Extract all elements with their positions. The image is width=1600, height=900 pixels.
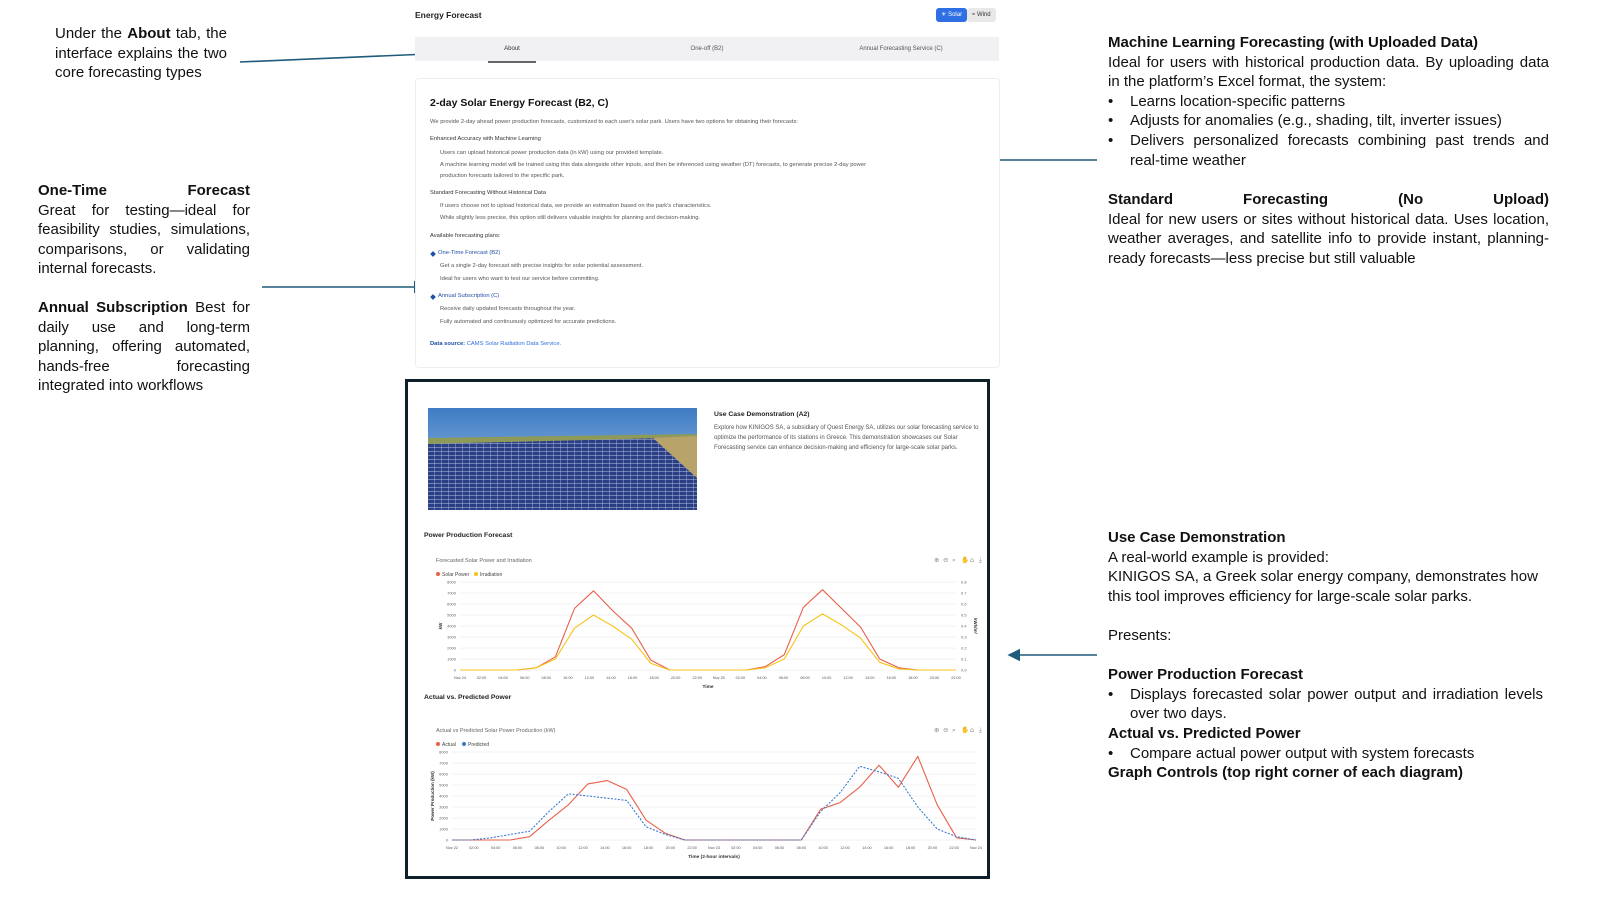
data-source-label xyxy=(430,341,561,347)
tab-annual[interactable]: Annual Forecasting Service (C) xyxy=(859,46,943,52)
y-tick-label: 4000 xyxy=(439,793,448,799)
ppf-heading: Power Production Forecast xyxy=(424,532,513,539)
x-tick-label: 22:00 xyxy=(951,676,961,680)
legend-marker xyxy=(462,742,466,746)
x-tick-label: Nov 22 xyxy=(445,846,459,850)
list-item: • Learns location-specific patterns xyxy=(1130,92,1549,112)
tab-bar xyxy=(415,37,999,61)
x-tick-label: 20:00 xyxy=(670,676,681,680)
y-tick-label: 1000 xyxy=(447,656,456,662)
ml-heading: Enhanced Accuracy with Machine Learning xyxy=(430,136,541,142)
y-tick-label: 2000 xyxy=(447,645,456,651)
data-source-label-text: Data source: xyxy=(430,341,466,347)
y-tick-label-right: 0.3 xyxy=(961,634,967,640)
list-item: • Compare actual power output with system forecasts xyxy=(1130,744,1543,764)
y-tick-label: 0 xyxy=(445,837,448,843)
x-tick-label: 02:00 xyxy=(469,846,479,850)
x-tick-label: 04:00 xyxy=(757,676,767,680)
x-tick-label: 16:00 xyxy=(621,846,632,850)
plan-line: Get a single 2-day forecast with precise insights for solar potential assessment. xyxy=(440,263,643,269)
y-tick-label: 1000 xyxy=(439,826,448,832)
x-axis-label: Time xyxy=(702,685,714,690)
magnifier-icon[interactable]: ⌕ xyxy=(952,556,956,564)
tab-about[interactable]: About xyxy=(488,37,536,63)
x-tick-label: Nov 25 xyxy=(712,676,725,680)
x-tick-label: 04:00 xyxy=(490,846,501,850)
chart-title: Forecasted Solar Power and Irradiation xyxy=(436,558,532,564)
y-tick-label: 5000 xyxy=(447,612,456,618)
series-line-irradiation xyxy=(460,614,956,670)
zoom-out-icon[interactable]: ⊖ xyxy=(943,556,949,564)
home-icon[interactable]: ⌂ xyxy=(970,556,975,564)
home-icon[interactable]: ⌂ xyxy=(970,726,975,734)
annotation-ml-title: Machine Learning Forecasting (with Uploaded Data) xyxy=(1108,34,1479,51)
legend-marker xyxy=(436,572,440,576)
annotation-use-case-line1: A real-world example is provided: xyxy=(1108,548,1329,566)
annotation-use-case-line2: KINIGOS SA, a Greek solar energy company, demonstrates how this tool improves efficiency for large-scale solar parks. xyxy=(1108,568,1538,605)
wind-icon: ≈ xyxy=(972,12,976,18)
x-tick-label: 14:00 xyxy=(862,846,872,850)
x-tick-label: 16:00 xyxy=(627,676,638,680)
annotation-text: tab, the interface explains the two core forecasting types xyxy=(55,25,227,82)
x-tick-label: 12:00 xyxy=(584,676,595,680)
ml-line: Users can upload historical power production data (in kW) using our provided template. xyxy=(440,150,664,156)
annotation-graph-controls: Graph Controls (top right corner of each diagram) xyxy=(1108,764,1464,782)
x-tick-label: 12:00 xyxy=(840,846,850,850)
legend-marker xyxy=(436,742,440,746)
x-tick-label: 18:00 xyxy=(905,846,916,850)
x-tick-label: 22:00 xyxy=(692,676,702,680)
data-source-link[interactable]: CAMS Solar Radiation Data Service. xyxy=(466,341,562,347)
x-tick-label: 06:00 xyxy=(519,676,530,680)
x-tick-label: 20:00 xyxy=(665,846,676,850)
annotation-annual-body: Best for daily use and long-term planning, offering automated, hands-free forecasting integrated into workflows xyxy=(38,299,250,395)
pan-icon[interactable]: ✋ xyxy=(961,726,970,734)
ml-line: production forecasts tailored to the specific park. xyxy=(440,173,565,179)
x-tick-label: 14:00 xyxy=(606,676,616,680)
use-case-title: Use Case Demonstration (A2) xyxy=(714,411,810,418)
x-tick-label: 04:00 xyxy=(752,846,763,850)
plan-line: Receive daily updated forecasts throughout the year. xyxy=(440,306,576,312)
legend-label: Irradiation xyxy=(480,572,503,578)
y-tick-label: 4000 xyxy=(447,623,456,629)
magnifier-icon[interactable]: ⌕ xyxy=(952,726,956,734)
annotation-presents: Presents: xyxy=(1108,626,1172,644)
x-tick-label: 08:00 xyxy=(800,676,810,680)
legend-label: Predicted xyxy=(468,742,490,748)
use-case-line: optimize the performance of its stations in Greece. This demonstration showcases our Solar xyxy=(714,435,958,441)
x-tick-label: 16:00 xyxy=(883,846,894,850)
wind-toggle-button[interactable] xyxy=(967,8,996,22)
y-tick-label: 3000 xyxy=(447,634,456,640)
annotation-bold: About xyxy=(127,25,171,42)
x-tick-label: 16:00 xyxy=(886,676,897,680)
y-tick-label-right: 0.5 xyxy=(961,612,967,618)
annotation-use-case-title: Use Case Demonstration xyxy=(1108,529,1286,546)
y-axis-label: Power Production (kW) xyxy=(430,771,435,821)
annotation-one-time-body: Great for testing—ideal for feasibility studies, simulations, comparisons, or validating internal forecasts. xyxy=(38,201,250,278)
x-tick-label: 08:00 xyxy=(796,846,807,850)
std-line: While slightly less precise, this option still delivers valuable insights for planning and decision-making. xyxy=(440,215,701,221)
plans-heading: Available forecasting plans: xyxy=(430,233,501,239)
app-title: Energy Forecast xyxy=(415,10,482,20)
plan-one-time: One-Time Forecast (B2) xyxy=(438,250,501,256)
annotation-ml-body: Ideal for users with historical production data. By uploading data in the platform’s Excel format, the system: xyxy=(1108,53,1549,91)
wind-toggle-label: Wind xyxy=(976,12,991,18)
x-tick-label: Nov 24 xyxy=(453,676,467,680)
x-tick-label: 22:00 xyxy=(949,846,959,850)
plan-annual: Annual Subscription (C) xyxy=(438,293,500,299)
y-tick-label-right: 0.0 xyxy=(961,667,967,673)
y-tick-label: 8000 xyxy=(439,749,448,755)
solar-park-photo xyxy=(428,408,697,510)
x-tick-label: 06:00 xyxy=(512,846,523,850)
avp-heading: Actual vs. Predicted Power xyxy=(424,694,512,701)
x-tick-label: 10:00 xyxy=(563,676,573,680)
x-tick-label: 04:00 xyxy=(498,676,508,680)
x-tick-label: 18:00 xyxy=(908,676,918,680)
y-tick-label: 0 xyxy=(453,667,456,673)
series-line-actual xyxy=(452,756,976,840)
x-tick-label: 06:00 xyxy=(778,676,789,680)
y-tick-label-right: 0.1 xyxy=(961,656,967,662)
legend-label: Solar Power xyxy=(442,572,470,578)
demo-panel xyxy=(405,379,990,879)
x-tick-label: 02:00 xyxy=(735,676,746,680)
app-window xyxy=(415,0,1000,372)
y-tick-label: 3000 xyxy=(439,804,448,810)
x-tick-label: 12:00 xyxy=(843,676,853,680)
card-title: 2-day Solar Energy Forecast (B2, C) xyxy=(430,97,609,109)
annotation-avp-title: Actual vs. Predicted Power xyxy=(1108,724,1301,742)
download-icon[interactable]: ⤓ xyxy=(979,726,982,734)
x-tick-label: 08:00 xyxy=(541,676,552,680)
plan-line: Ideal for users who want to test our service before committing. xyxy=(440,276,600,282)
use-case-line: Explore how KINIGOS SA, a subsidiary of Quest Energy SA, utilizes our solar forecasting service to xyxy=(714,425,979,431)
annotation-ppf-title: Power Production Forecast xyxy=(1108,666,1304,684)
y-tick-label: 2000 xyxy=(439,815,448,821)
x-tick-label: 06:00 xyxy=(774,846,785,850)
y-tick-label: 5000 xyxy=(439,782,448,788)
x-tick-label: 02:00 xyxy=(476,676,487,680)
x-tick-label: 12:00 xyxy=(578,846,588,850)
zoom-out-icon[interactable]: ⊖ xyxy=(943,726,949,734)
x-tick-label: 10:00 xyxy=(556,846,566,850)
annotation-one-time-title: One-Time Forecast xyxy=(38,182,250,199)
std-heading: Standard Forecasting Without Historical Data xyxy=(430,190,546,196)
x-tick-label: 14:00 xyxy=(864,676,875,680)
solar-toggle-button[interactable] xyxy=(936,8,967,22)
list-item: • Displays forecasted solar power output and irradiation levels over two days. xyxy=(1130,685,1543,724)
y-axis-label: kW xyxy=(438,622,443,630)
list-item: • Delivers personalized forecasts combining past trends and real-time weather xyxy=(1130,131,1549,170)
x-tick-label: 20:00 xyxy=(929,676,940,680)
actual-vs-predicted-chart xyxy=(430,720,986,860)
y-tick-label: 7000 xyxy=(447,590,456,596)
pan-icon[interactable]: ✋ xyxy=(961,556,970,564)
x-tick-label: 10:00 xyxy=(818,846,828,850)
tab-one-off[interactable]: One-off (B2) xyxy=(690,46,724,52)
annotation-standard-title: Standard Forecasting (No Upload) xyxy=(1108,191,1549,208)
diamond-icon xyxy=(430,294,436,300)
legend-label: Actual xyxy=(442,742,456,748)
sun-icon: ☀ xyxy=(941,12,947,18)
x-tick-label: 10:00 xyxy=(821,676,832,680)
solar-toggle-label: Solar xyxy=(948,12,963,18)
use-case-line: Forecasting service can enhance decision-making and efficiency for large-scale solar parks. xyxy=(714,445,958,451)
chart-title: Actual vs Predicted Solar Power Production (kW) xyxy=(436,728,556,734)
x-tick-label: 22:00 xyxy=(687,846,697,850)
legend-marker xyxy=(474,572,478,576)
y-tick-label-right: 0.6 xyxy=(961,601,967,607)
x-tick-label: Nov 24 xyxy=(969,846,983,850)
x-tick-label: 08:00 xyxy=(534,846,545,850)
zoom-in-icon[interactable]: ⊕ xyxy=(934,556,940,564)
x-tick-label: 20:00 xyxy=(927,846,938,850)
x-tick-label: 18:00 xyxy=(649,676,659,680)
x-tick-label: 18:00 xyxy=(643,846,654,850)
plan-line: Fully automated and continuously optimized for accurate predictions. xyxy=(440,319,617,325)
x-tick-label: 02:00 xyxy=(731,846,741,850)
list-item: • Adjusts for anomalies (e.g., shading, tilt, inverter issues) xyxy=(1130,111,1549,131)
y-tick-label-right: 0.7 xyxy=(961,590,967,596)
about-card xyxy=(415,78,1000,368)
y-axis-label-right: kWh/m² xyxy=(973,617,978,635)
y-tick-label-right: 0.8 xyxy=(961,579,967,585)
y-tick-label-right: 0.2 xyxy=(961,645,967,651)
y-tick-label-right: 0.4 xyxy=(961,623,967,629)
std-line: If users choose not to upload historical data, we provide an estimation based on the park's characteristics. xyxy=(440,203,712,209)
y-tick-label: 6000 xyxy=(439,771,448,777)
ml-line: A machine learning model will be trained using this data alongside other inputs, and then be inferenced using weather (DT) forecasts, to generate precise 2-day power xyxy=(440,162,866,168)
card-intro: We provide 2-day ahead power production forecasts, customized to each user's solar park. Users have two options for obtaining their forecasts: xyxy=(430,119,799,125)
x-tick-label: Nov 23 xyxy=(707,846,721,850)
zoom-in-icon[interactable]: ⊕ xyxy=(934,726,940,734)
download-icon[interactable]: ⤓ xyxy=(979,556,982,564)
y-tick-label: 6000 xyxy=(447,601,456,607)
annotation-annual-title: Annual Subscription xyxy=(38,299,188,316)
annotation-standard-body: Ideal for new users or sites without historical data. Uses location, weather averages, and satellite info to provide instant, planning-ready forecasts—less precise but still valuable xyxy=(1108,210,1549,267)
annotation-text: Under the xyxy=(55,25,128,42)
x-axis-label: Time (2-hour intervals) xyxy=(688,855,740,860)
series-line-solar-power xyxy=(460,590,956,670)
y-tick-label: 7000 xyxy=(439,760,448,766)
power-forecast-chart xyxy=(430,550,986,690)
diamond-icon xyxy=(430,251,436,257)
y-tick-label: 8000 xyxy=(447,579,456,585)
x-tick-label: 14:00 xyxy=(600,846,610,850)
